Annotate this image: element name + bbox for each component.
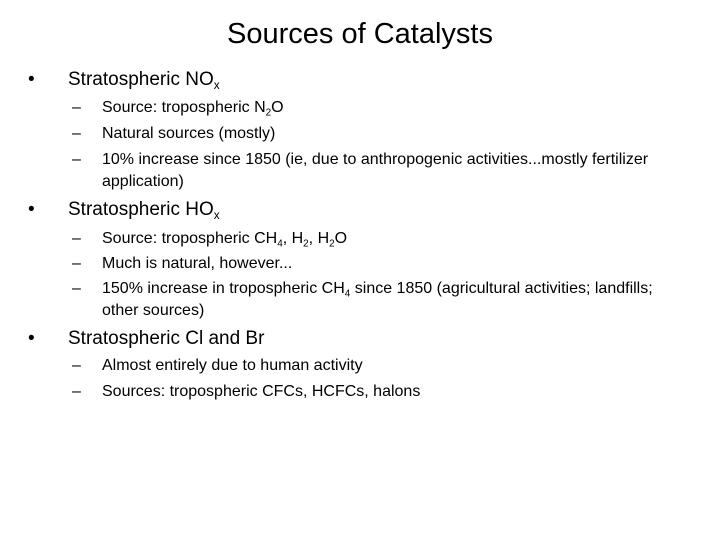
item-text: O <box>271 99 284 116</box>
heading-subscript: x <box>213 209 220 223</box>
bullet-marker: • <box>28 69 35 90</box>
sub-bullet-nox-natural <box>72 123 662 145</box>
item-subscript: 2 <box>265 107 272 119</box>
item-text: , H <box>308 230 330 247</box>
heading-subscript: x <box>213 79 220 93</box>
heading-text: Stratospheric Cl and Br <box>68 328 265 349</box>
dash-marker: – <box>72 151 81 168</box>
item-text: Sources: tropospheric CFCs, HCFCs, halons <box>102 383 421 400</box>
item-text: Almost entirely due to human activity <box>102 357 363 374</box>
bullet-cl-br <box>28 327 265 351</box>
item-text: , H <box>282 230 304 247</box>
sub-bullet-hox-natural <box>72 253 662 275</box>
heading-text: Stratospheric HO <box>68 199 214 220</box>
dash-marker: – <box>72 255 81 272</box>
dash-marker: – <box>72 280 81 297</box>
item-text: Much is natural, however... <box>102 255 293 272</box>
dash-marker: – <box>72 99 81 116</box>
heading-text: Stratospheric NO <box>68 69 214 90</box>
sub-bullet-hox-increase <box>72 278 662 322</box>
item-subscript: 2 <box>329 238 335 250</box>
dash-marker: – <box>72 230 81 247</box>
item-subscript: 4 <box>344 288 351 300</box>
dash-marker: – <box>72 383 81 400</box>
bullet-nox <box>28 68 220 93</box>
sub-bullet-nox-increase <box>72 149 662 193</box>
item-text: Source: tropospheric CH <box>102 230 278 247</box>
item-subscript: 4 <box>277 238 283 250</box>
sub-bullet-cl-br-human <box>72 355 662 377</box>
sub-bullet-nox-source <box>72 97 662 119</box>
bullet-marker: • <box>28 328 35 349</box>
bullet-hox <box>28 198 220 223</box>
sub-bullet-cl-br-sources <box>72 381 662 403</box>
item-text: since 1850 (agricultural activities; landfills; other sources) <box>102 280 653 319</box>
dash-marker: – <box>72 357 81 374</box>
item-text: O <box>334 230 348 247</box>
sub-bullet-hox-source <box>72 228 662 250</box>
slide-title: Sources of Catalysts <box>227 18 493 50</box>
item-text: 10% increase since 1850 (ie, due to anthropogenic activities...mostly fertilizer application) <box>102 151 649 190</box>
dash-marker: – <box>72 125 81 142</box>
item-text: Source: tropospheric N <box>102 99 266 116</box>
item-subscript: 2 <box>303 238 309 250</box>
item-text: 150% increase in tropospheric CH <box>102 280 345 297</box>
item-text: Natural sources (mostly) <box>102 125 276 142</box>
bullet-marker: • <box>28 199 35 220</box>
